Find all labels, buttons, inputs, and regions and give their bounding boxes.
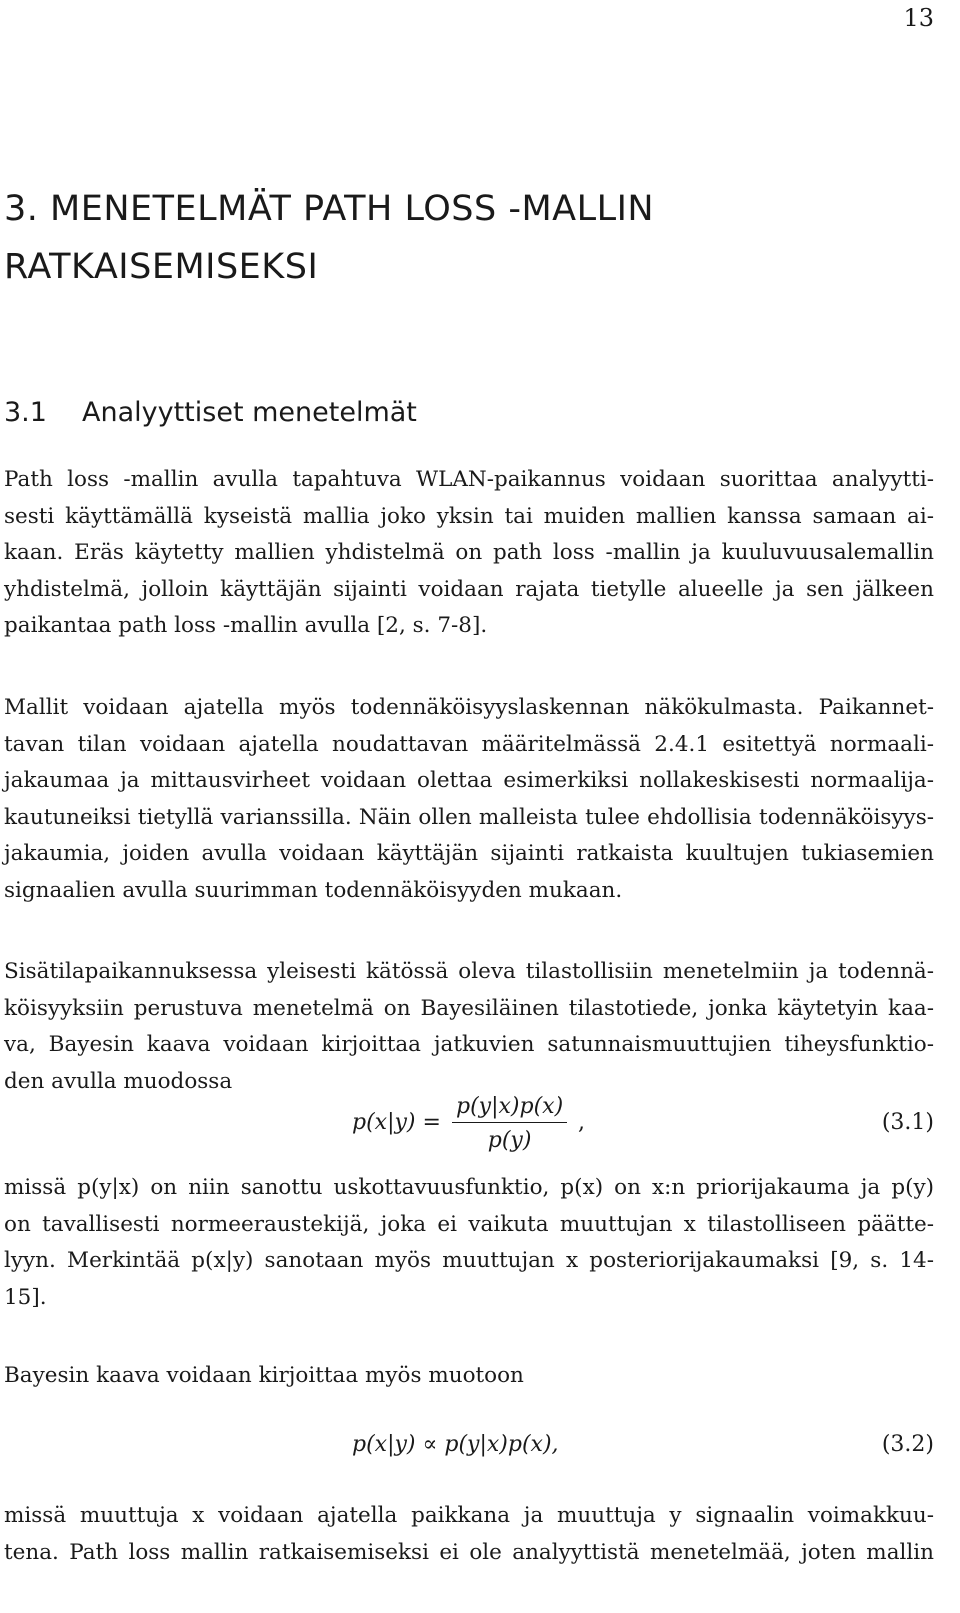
section-title-text: Analyyttiset menetelmät: [82, 397, 417, 428]
paragraph-3: [4, 954, 934, 1100]
text-line: sesti käyttämällä kyseistä mallia joko yksin tai muiden mallien kanssa samaan ai-: [4, 503, 934, 529]
chapter-title-line-1: 3. MENETELMÄT PATH LOSS -MALLIN: [4, 189, 655, 229]
text-line: Path loss -mallin avulla tapahtuva WLAN-paikannus voidaan suorittaa analyytti-: [4, 467, 934, 492]
paragraph-5: [4, 1358, 934, 1395]
text-line: Mallit voidaan ajatella myös todennäköisyyslaskennan näkökulmasta. Paikannet-: [4, 695, 934, 720]
equation-label: (3.2): [881, 1432, 934, 1457]
section-number: 3.1: [4, 397, 47, 428]
section-title: [4, 390, 417, 436]
text-line: 15].: [4, 1284, 47, 1310]
text-line: signaalien avulla suurimman todennäköisyyden mukaan.: [4, 877, 623, 903]
text-line: Bayesin kaava voidaan kirjoittaa myös muotoon: [4, 1363, 524, 1388]
equation-lhs: p(x|y) =: [352, 1110, 441, 1135]
page-number: 13: [903, 4, 934, 32]
text-line: va, Bayesin kaava voidaan kirjoittaa jatkuvien satunnaismuuttujien tiheysfunktio-: [4, 1032, 934, 1057]
chapter-title-line-2: RATKAISEMISEKSI: [4, 247, 319, 287]
text-line: missä muuttuja x voidaan ajatella paikkana ja muuttuja y signaalin voimakkuu-: [4, 1503, 934, 1528]
text-line: kautuneiksi tietyllä varianssilla. Näin ollen malleista tulee ehdollisia todennäköisyys-: [4, 804, 934, 830]
paragraph-4: [4, 1170, 934, 1316]
chapter-title: [4, 180, 944, 296]
text-line: Sisätilapaikannuksessa yleisesti kätössä oleva tilastollisiin menetelmiin ja todennä-: [4, 959, 934, 984]
paragraph-6: [4, 1498, 934, 1571]
text-line: jakaumaa ja mittausvirheet voidaan olettaa esimerkiksi nollakeskisesti normaalija-: [4, 768, 934, 793]
text-line: tena. Path loss mallin ratkaisemiseksi ei ole analyyttistä menetelmää, joten mallin: [4, 1539, 934, 1565]
text-line: tavan tilan voidaan ajatella noudattavan määritelmässä 2.4.1 esitettyä normaali-: [4, 731, 934, 757]
equation-comma: ,: [578, 1110, 585, 1135]
equation-numerator: p(y|x)p(x): [452, 1092, 567, 1123]
text-line: yhdistelmä, jolloin käyttäjän sijainti voidaan rajata tietylle alueelle ja sen jälkeen: [4, 576, 934, 602]
text-line: lyyn. Merkintää p(x|y) sanotaan myös muuttujan x posteriorijakaumaksi [9, s. 14-: [4, 1248, 934, 1273]
equation-denominator: p(y): [487, 1128, 532, 1153]
text-line: missä p(y|x) on niin sanottu uskottavuusfunktio, p(x) on x:n priorijakauma ja p(y): [4, 1175, 934, 1200]
paragraph-1: [4, 462, 934, 645]
equation-3-1: [0, 1092, 934, 1162]
equation-label: (3.1): [881, 1110, 934, 1135]
equation-3-2: [0, 1428, 934, 1468]
text-line: köisyyksiin perustuva menetelmä on Bayesiläinen tilastotiede, jonka käytetyin kaa-: [4, 995, 934, 1021]
paragraph-2: [4, 690, 934, 909]
text-line: den avulla muodossa: [4, 1068, 233, 1094]
equation-fraction: [452, 1092, 567, 1159]
text-line: on tavallisesti normeeraustekijä, joka ei vaikuta muuttujan x tilastolliseen päätte-: [4, 1211, 934, 1237]
equation-expression: p(x|y) ∝ p(y|x)p(x),: [352, 1432, 559, 1457]
text-line: jakaumia, joiden avulla voidaan käyttäjän sijainti ratkaista kuultujen tukiasemien: [4, 841, 934, 866]
text-line: paikantaa path loss -mallin avulla [2, s. 7-8].: [4, 613, 488, 638]
text-line: kaan. Eräs käytetty mallien yhdistelmä on path loss -mallin ja kuuluvuusalemallin: [4, 540, 934, 565]
